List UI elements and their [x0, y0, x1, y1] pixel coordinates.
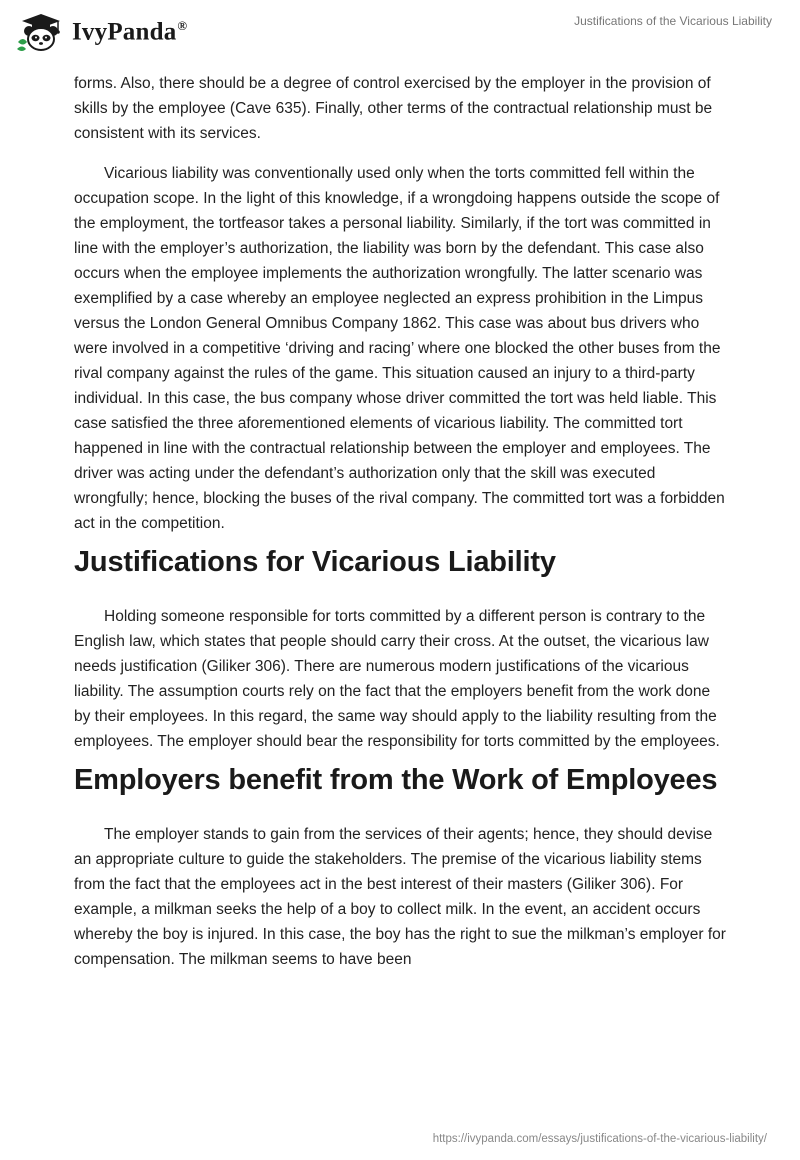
heading-employers-benefit: Employers benefit from the Work of Employees: [74, 764, 718, 796]
paragraph-employers-benefit: The employer stands to gain from the services of their agents; hence, they should devise an appropriate culture to guide the stakeholders. The premise of the vicarious liability stems from the fact that the employees act in the best interest of their masters (Giliker 306). For example, a milkman seeks the help of a boy to collect milk. In the event, an accident occurs whereby the boy is injured. In this case, the boy has the right to sue the milkman’s employer for compensation. The milkman seems to have been: [74, 826, 726, 968]
page-header: [0, 0, 800, 70]
brand-name: IvyPanda®: [72, 17, 188, 46]
paragraph-vicarious-scope: Vicarious liability was conventionally used only when the torts committed fell within the occupation scope. In the light of this knowledge, if a wrongdoing happens outside the scope of the employment, the tortfeasor takes a personal liability. Similarly, if the tort was committed in line with the employer’s authorization, the liability was born by the defendant. This case also occurs when the employee implements the authorization wrongfully. The latter scenario was exemplified by a case whereby an employee neglected an express prohibition in the Limpus versus the London General Omnibus Company 1862. This case was about bus drivers who were involved in a competitive ‘driving and racing’ where one blocked the other buses from the rival company against the rules of the game. This situation caused an injury to a third-party individual. In this case, the bus company whose driver committed the tort was held liable. This case satisfied the three aforementioned elements of vicarious liability. The committed tort happened in line with the contractual relationship between the employer and employees. The driver was acting under the defendant’s authorization only that the skill was executed wrongfully; hence, blocking the buses of the rival company. The committed tort was a forbidden act in the competition.: [74, 165, 725, 532]
heading-justifications: Justifications for Vicarious Liability: [74, 546, 556, 578]
ivypanda-logo[interactable]: [14, 12, 187, 52]
paragraph-justifications: Holding someone responsible for torts committed by a different person is contrary to the English law, which states that people should carry their cross. At the outset, the vicarious law needs justification (Giliker 306). There are numerous modern justifications of the vicarious liability. The assumption courts rely on the fact that the employers benefit from the work done by their employees. In this regard, the same way should apply to the liability resulting from the employees. The employer should bear the responsibility for torts committed by the employees.: [74, 608, 720, 750]
paragraph-continued: forms. Also, there should be a degree of control exercised by the employer in the provision of skills by the employee (Cave 635). Finally, other terms of the contractual relationship must be consistent with its services.: [74, 75, 713, 142]
essay-body: [74, 71, 730, 972]
document-title: Justifications of the Vicarious Liability: [574, 14, 772, 28]
panda-graduate-icon: [14, 12, 68, 52]
source-url[interactable]: https://ivypanda.com/essays/justifications-of-the-vicarious-liability/: [432, 1133, 767, 1145]
